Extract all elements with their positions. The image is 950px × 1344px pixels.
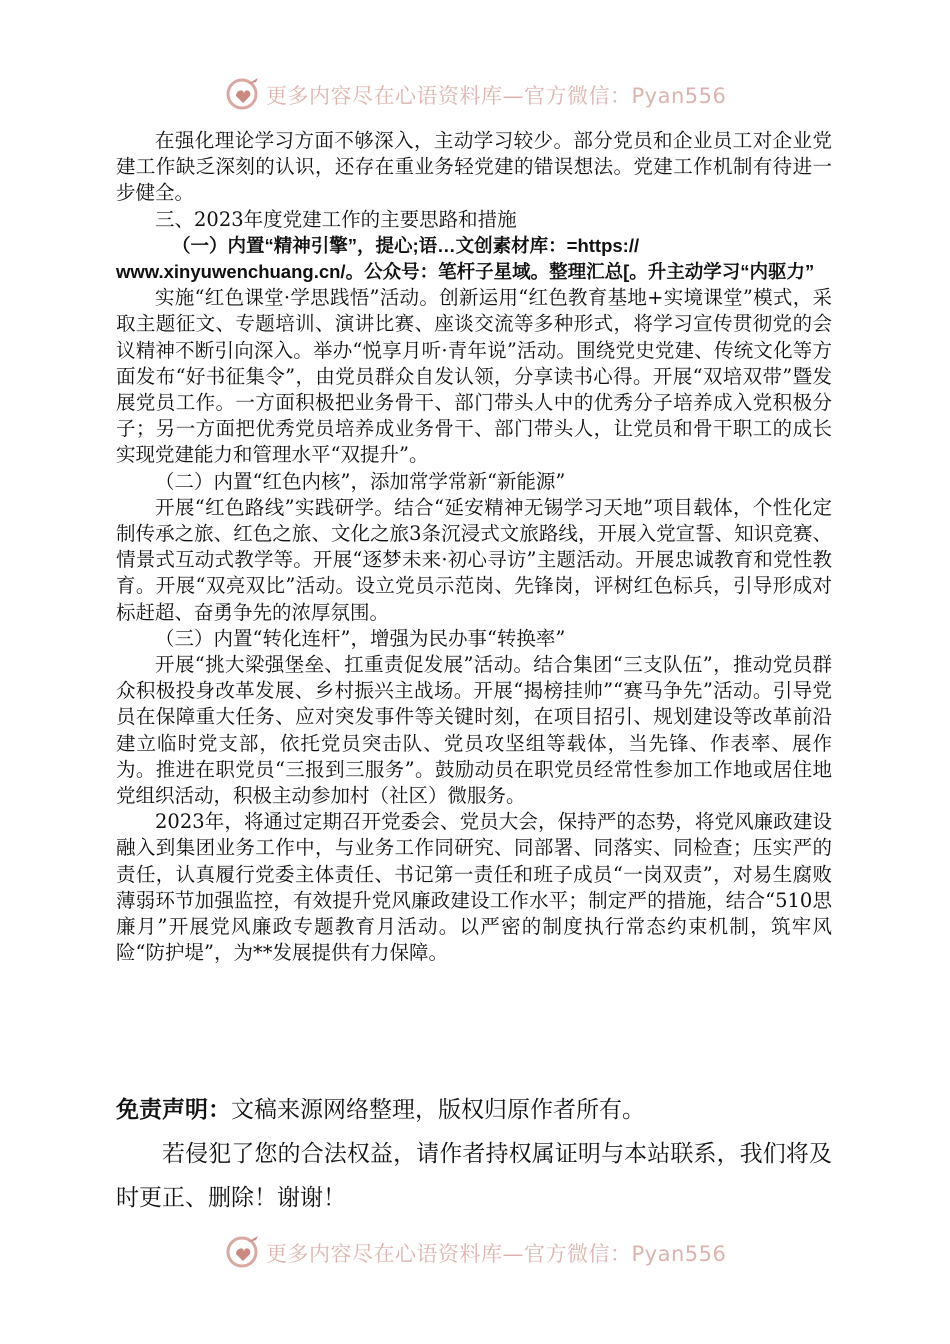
paragraph: 在强化理论学习方面不够深入，主动学习较少。部分党员和企业员工对企业党建工作缺乏深刻的认识，还存在重业务轻党建的错误想法。党建工作机制有待进一步健全。 (116, 129, 832, 205)
disclaimer-line-2: 若侵犯了您的合法权益，请作者持权属证明与本站联系，我们将及时更正、删除！谢谢！ (116, 1141, 832, 1211)
document-body (116, 128, 832, 967)
paragraph: 实施“红色课堂·学思践悟”活动。创新运用“红色教育基地+实境课堂”模式，采取主题征文、专题培训、演讲比赛、座谈交流等多种形式，将学习宣传贯彻党的会议精神不断引向深入。举办“悦享月听·青年说”活动。围绕党史党建、传统文化等方面发布“好书征集令”，由党员群众自发认领，分享读书心得。开展“双培双带”暨发展党员工作。一方面积极把业务骨干、部门带头人中的优秀分子培养成入党积极分子；另一方面把优秀党员培养成业务骨干、部门带头人，让党员和骨干职工的成长实现党建能力和管理水平“双提升”。 (116, 286, 832, 467)
subheading-line-2: www.xinyuwenchuang.cn/。公众号：笔杆子星域。整理汇总[。升主动学习“内驱力” (116, 261, 815, 283)
subheading: （三）内置“转化连杆”，增强为民办事“转换率” (155, 626, 566, 650)
watermark-footer (0, 1232, 950, 1272)
watermark-text: 更多内容尽在心语资料库—官方微信：Pyan556 (266, 1242, 727, 1266)
paragraph: 2023年，将通过定期召开党委会、党员大会，保持严的态势，将党风廉政建设融入到集团业务工作中，与业务工作同研究、同部署、同落实、同检查；压实严的责任，认真履行党委主体责任、书记第一责任和班子成员“一岗双责”，对易生腐败薄弱环节加强监控，有效提升党风廉政建设工作水平；制定严的措施，结合“510思廉月”开展党风廉政专题教育月活动。以严密的制度执行常态约束机制，筑牢风险“防护堤”，为**发展提供有力保障。 (116, 810, 832, 965)
watermark-header (0, 74, 950, 114)
disclaimer-label: 免责声明： (116, 1097, 231, 1123)
heart-pen-logo-icon (226, 1234, 262, 1270)
subheading: （二）内置“红色内核”，添加常学常新“新能源” (155, 469, 566, 493)
disclaimer-line-1: 文稿来源网络整理，版权归原作者所有。 (231, 1097, 645, 1123)
heart-pen-logo-icon (226, 76, 262, 112)
watermark-text: 更多内容尽在心语资料库—官方微信：Pyan556 (266, 84, 727, 108)
subheading-text: （一）内置“精神引擎”，提心;语…文创素材库：=https:// (172, 234, 640, 256)
paragraph: 开展“挑大梁强堡垒、扛重责促发展”活动。结合集团“三支队伍”，推动党员群众积极投身改革发展、乡村振兴主战场。开展“揭榜挂帅”“赛马争先”活动。引导党员在保障重大任务、应对突发事件等关键时刻，在项目招引、规划建设等改革前沿建立临时党支部，依托党员突击队、党员攻坚组等载体，当先锋、作表率、展作为。推进在职党员“三报到三服务”。鼓励动员在职党员经常性参加工作地或居住地党组织活动，积极主动参加村（社区）微服务。 (116, 653, 832, 808)
disclaimer (116, 1088, 832, 1220)
section-heading: 三、2023年度党建工作的主要思路和措施 (155, 207, 517, 231)
paragraph: 开展“红色路线”实践研学。结合“延安精神无锡学习天地”项目载体，个性化定制传承之旅、红色之旅、文化之旅3条沉浸式文旅路线，开展入党宣誓、知识竞赛、情景式互动式教学等。开展“逐梦未来·初心寻访”主题活动。开展忠诚教育和党性教育。开展“双亮双比”活动。设立党员示范岗、先锋岗，评树红色标兵，引导形成对标赶超、奋勇争先的浓厚氛围。 (116, 495, 832, 624)
subheading-line-1 (116, 233, 832, 259)
